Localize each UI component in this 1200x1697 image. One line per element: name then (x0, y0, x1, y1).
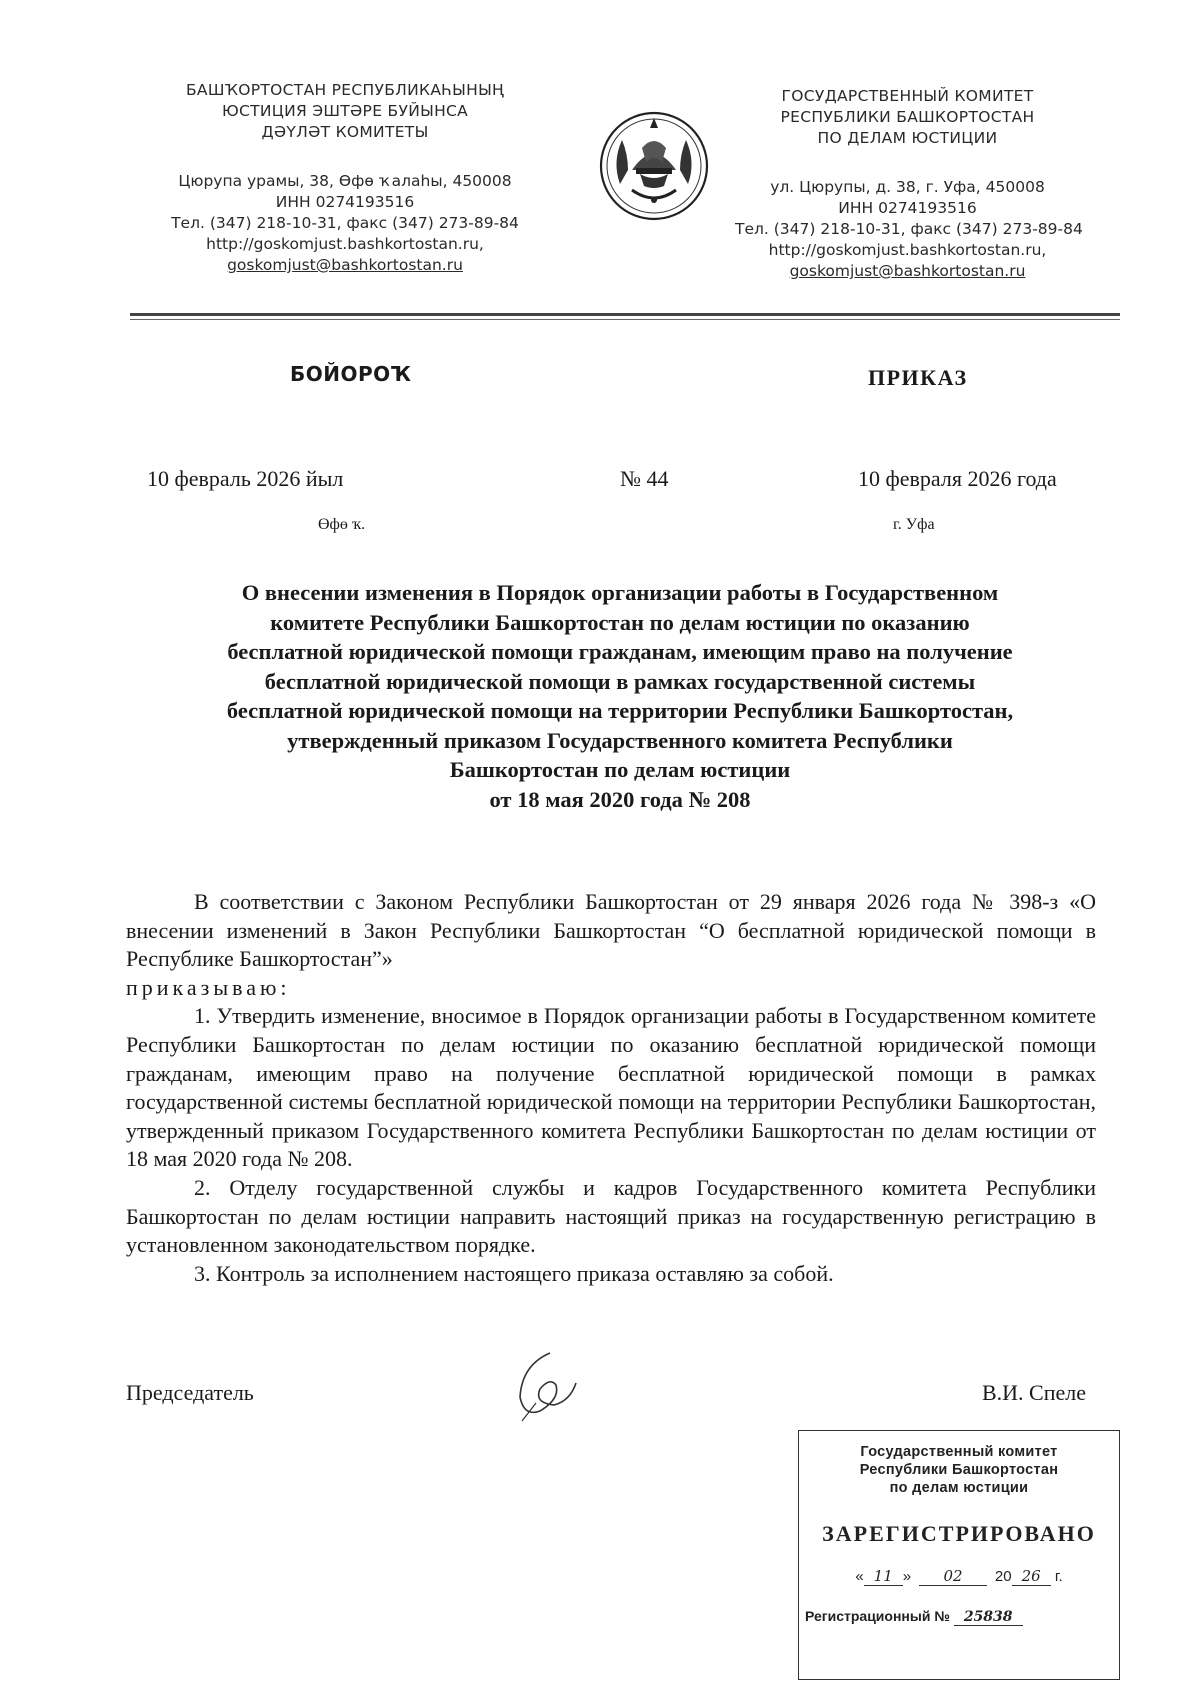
website-bashkir[interactable]: http://goskomjust.bashkortostan.ru, (206, 235, 484, 253)
website-russian[interactable]: http://goskomjust.bashkortostan.ru, (768, 241, 1047, 259)
stamp-year-unit: г. (1054, 1568, 1063, 1585)
registration-stamp (798, 1430, 1120, 1680)
doc-type-russian: ПРИКАЗ (868, 365, 968, 390)
order-item-1: 1. Утвердить изменение, вносимое в Порядок организации работы в Государственном комитете Республики Башкортостан по делам юстиции по оказанию бесплатной юридической помощи гражданам, имеющим право на получение бесплатной юридической помощи в рамках государственной системы бесплатной юридической помощи на территории Республики Башкортостан, утвержденный приказом Государственного комитета Республики Башкортостан по делам юстиции от 18 мая 2020 года № 208. (126, 1003, 1096, 1172)
order-body (126, 888, 1096, 1288)
address-bashkir: Цюрупа урамы, 38, Өфө ҡалаһы, 450008 (178, 172, 512, 190)
org-name-russian-line-2: РЕСПУБЛИКИ БАШКОРТОСТАН (780, 108, 1035, 126)
address-russian: ул. Цюрупы, д. 38, г. Уфа, 450008 (770, 178, 1045, 196)
stamp-year-prefix: 20 (994, 1568, 1012, 1585)
stamp-organization (799, 1443, 1119, 1497)
heading-line: О внесении изменения в Порядок организации работы в Государственном (241, 580, 999, 605)
doc-type-bashkir: БОЙОРОҠ (290, 362, 412, 386)
header-left (150, 80, 540, 276)
header-right (735, 86, 1083, 282)
city-russian: г. Уфа (893, 516, 935, 533)
document-number: № 44 (620, 466, 669, 491)
handwritten-signature (510, 1345, 590, 1425)
stamp-date-close-quote: » (902, 1568, 912, 1585)
header-divider (130, 313, 1120, 316)
inn-bashkir: ИНН 0274193516 (275, 193, 415, 211)
stamp-reg-label: Регистрационный № (805, 1608, 950, 1624)
stamp-registration (799, 1608, 1119, 1626)
city-bashkir: Өфө ҡ. (318, 516, 366, 533)
stamp-month: 02 (919, 1567, 986, 1586)
org-name-bashkir-line-3: ДӘҮЛӘТ КОМИТЕТЫ (261, 123, 429, 141)
stamp-date-open-quote: « (855, 1568, 864, 1585)
inn-russian: ИНН 0274193516 (838, 199, 977, 217)
heading-line: Башкортостан по делам юстиции (449, 757, 791, 782)
heading-line: бесплатной юридической помощи в рамках государственной системы (264, 668, 976, 694)
stamp-year-suffix: 26 (1012, 1567, 1051, 1586)
email-russian[interactable]: goskomjust@bashkortostan.ru (789, 262, 1026, 280)
signer-name: В.И. Спеле (982, 1380, 1087, 1405)
stamp-org-line-1: Государственный комитет (860, 1444, 1058, 1460)
header-divider-thin (130, 319, 1120, 320)
order-word: приказываю: (126, 974, 291, 1000)
order-item-2: 2. Отделу государственной службы и кадров Государственного комитета Республики Башкортостан по делам юстиции направить настоящий приказ на государственную регистрацию в установленном законодательством порядке. (126, 1174, 1096, 1258)
org-name-russian-line-1: ГОСУДАРСТВЕННЫЙ КОМИТЕТ (781, 87, 1034, 105)
order-item-3: 3. Контроль за исполнением настоящего приказа оставляю за собой. (194, 1260, 834, 1286)
date-russian: 10 февраля 2026 года (858, 466, 1057, 491)
preamble-paragraph: В соответствии с Законом Республики Башкортостан от 29 января 2026 года № 398-з «О внесении изменений в Закон Республики Башкортостан “О бесплатной юридической помощи в Республике Башкортостан”» (126, 889, 1096, 972)
heading-line: комитете Республики Башкортостан по делам юстиции по оказанию (270, 609, 970, 635)
heading-line: бесплатной юридической помощи на территории Республики Башкортостан, (226, 698, 1014, 723)
org-name-russian-line-3: ПО ДЕЛАМ ЮСТИЦИИ (817, 129, 998, 147)
org-name-bashkir-line-2: ЮСТИЦИЯ ЭШТӘРЕ БУЙЫНСА (221, 102, 469, 120)
signer-role: Председатель (126, 1380, 254, 1405)
phone-bashkir: Тел. (347) 218-10-31, факс (347) 273-89-84 (171, 214, 519, 232)
date-bashkir: 10 февраль 2026 йыл (147, 466, 344, 491)
coat-of-arms-emblem (598, 110, 710, 222)
stamp-status: ЗАРЕГИСТРИРОВАНО (822, 1521, 1096, 1546)
heading-line: бесплатной юридической помощи гражданам, имеющим право на получение (227, 639, 1013, 664)
stamp-org-line-3: по делам юстиции (889, 1480, 1029, 1496)
phone-russian: Тел. (347) 218-10-31, факс (347) 273-89-84 (735, 220, 1083, 238)
heading-line: утвержденный приказом Государственного комитета Республики (287, 727, 953, 753)
stamp-date (799, 1567, 1119, 1586)
email-bashkir[interactable]: goskomjust@bashkortostan.ru (227, 256, 463, 274)
order-heading (130, 578, 1110, 814)
stamp-reg-number: 25838 (954, 1609, 1023, 1626)
stamp-org-line-2: Республики Башкортостан (859, 1462, 1059, 1478)
heading-line: от 18 мая 2020 года № 208 (489, 786, 751, 812)
org-name-bashkir-line-1: БАШҠОРТОСТАН РЕСПУБЛИКАҺЫНЫҢ (185, 81, 505, 99)
stamp-day: 11 (864, 1567, 903, 1586)
